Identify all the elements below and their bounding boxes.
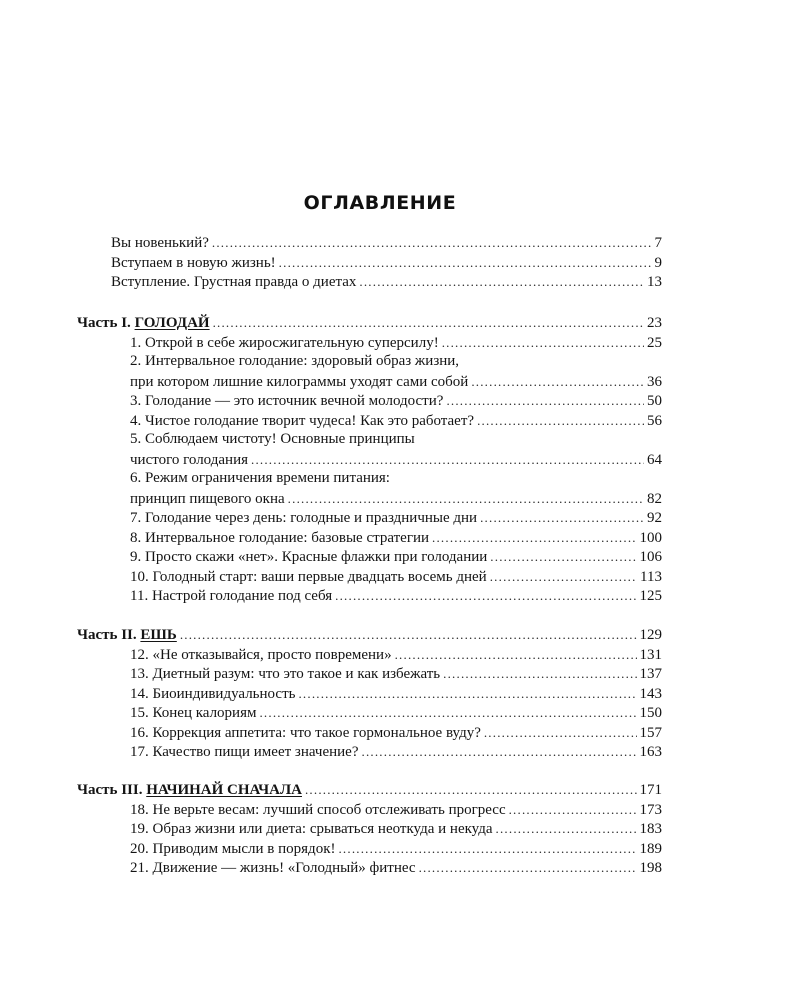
entry-title: 6. Режим ограничения времени питания: xyxy=(130,470,390,486)
page-number: 113 xyxy=(640,568,662,585)
toc-entry[interactable] xyxy=(130,508,662,529)
page-number: 56 xyxy=(647,412,662,429)
page-number: 173 xyxy=(639,801,662,818)
entry-title: 20. Приводим мысли в порядок! xyxy=(130,840,336,857)
entry-title: 5. Соблюдаем чистоту! Основные принципы xyxy=(130,431,415,447)
toc-entry-line[interactable] xyxy=(130,430,662,450)
dot-leader xyxy=(432,528,636,548)
entry-title: 15. Конец калориям xyxy=(130,705,257,721)
dot-leader xyxy=(298,684,636,704)
toc-entry[interactable] xyxy=(130,528,662,549)
toc-entry[interactable] xyxy=(130,547,662,568)
page-number: 36 xyxy=(647,373,662,390)
toc-entry[interactable] xyxy=(130,703,662,724)
page-number: 50 xyxy=(647,393,662,409)
page-number: 82 xyxy=(647,490,662,507)
entry-title: 1. Открой в себе жиросжигательную суперсилу! xyxy=(130,334,439,351)
toc-entry-line[interactable] xyxy=(130,469,662,489)
entry-title: 4. Чистое голодание творит чудеса! Как это работает? xyxy=(130,412,475,429)
toc-entry-line[interactable] xyxy=(130,352,662,372)
toc-part-heading[interactable] xyxy=(77,313,662,334)
page-number: 9 xyxy=(654,254,662,271)
dot-leader xyxy=(443,664,636,684)
page-number: 137 xyxy=(639,666,662,682)
entry-title: 10. Голодный старт: ваши первые двадцать восемь дней xyxy=(130,568,487,585)
toc-entry[interactable] xyxy=(130,586,662,607)
dot-leader xyxy=(279,253,652,273)
page-number: 131 xyxy=(639,646,662,663)
toc-entry[interactable] xyxy=(130,645,662,666)
entry-title: Вы новенький? xyxy=(111,235,209,251)
toc-entry[interactable] xyxy=(111,272,662,293)
part-label: Часть III. xyxy=(77,782,143,798)
toc-entry[interactable] xyxy=(130,723,662,744)
entry-title: 8. Интервальное голодание: базовые стратегии xyxy=(130,529,430,546)
page-number: 106 xyxy=(639,549,662,565)
part-heading-text xyxy=(77,314,210,334)
entry-title: при котором лишние килограммы уходят сами собой xyxy=(130,373,469,390)
dot-leader xyxy=(305,780,637,800)
page-title: ОГЛАВЛЕНИЕ xyxy=(303,192,457,214)
entry-title: Вступаем в новую жизнь! xyxy=(111,254,276,271)
dot-leader xyxy=(480,508,644,528)
toc-entry[interactable] xyxy=(130,858,662,879)
toc-entry[interactable] xyxy=(130,800,662,821)
dot-leader xyxy=(338,839,636,859)
page-number: 183 xyxy=(639,821,662,837)
toc-part-heading[interactable] xyxy=(77,625,662,646)
toc-entry[interactable] xyxy=(130,819,662,840)
page-number: 64 xyxy=(647,451,662,468)
toc-entry[interactable] xyxy=(130,333,662,354)
entry-title: 14. Биоиндивидуальность xyxy=(130,685,296,702)
page-number: 143 xyxy=(639,685,662,702)
toc-entry[interactable] xyxy=(130,567,662,588)
part-heading-text xyxy=(77,626,177,646)
dot-leader xyxy=(395,645,637,665)
dot-leader xyxy=(442,333,644,353)
toc-entry[interactable] xyxy=(130,839,662,860)
entry-title: 13. Диетный разум: что это такое и как избежать xyxy=(130,666,441,682)
entry-title: 19. Образ жизни или диета: срываться неоткуда и некуда xyxy=(130,821,493,837)
dot-leader xyxy=(213,313,644,333)
part-label: Часть II. xyxy=(77,627,137,643)
toc-entry[interactable] xyxy=(130,664,662,685)
page-number: 157 xyxy=(639,724,662,741)
dot-leader xyxy=(509,800,637,820)
entry-title: принцип пищевого окна xyxy=(130,490,285,507)
entry-title: 12. «Не отказывайся, просто повремени» xyxy=(130,646,392,663)
entry-title: 11. Настрой голодание под себя xyxy=(130,588,333,604)
page-number: 125 xyxy=(639,588,662,604)
toc-entry[interactable] xyxy=(130,372,662,393)
dot-leader xyxy=(335,586,636,606)
dot-leader xyxy=(446,391,644,411)
entry-title: 21. Движение — жизнь! «Голодный» фитнес xyxy=(130,860,416,876)
part-name: ГОЛОДАЙ xyxy=(134,315,210,331)
entry-title: 3. Голодание — это источник вечной молодости? xyxy=(130,393,444,409)
dot-leader xyxy=(419,858,637,878)
dot-leader xyxy=(490,567,637,587)
dot-leader xyxy=(496,819,637,839)
part-name: НАЧИНАЙ СНАЧАЛА xyxy=(146,782,302,798)
page-number: 23 xyxy=(647,315,662,331)
entry-title: 17. Качество пищи имеет значение? xyxy=(130,744,359,760)
dot-leader xyxy=(490,547,636,567)
entry-title: 16. Коррекция аппетита: что такое гормональное вуду? xyxy=(130,724,481,741)
entry-title: Вступление. Грустная правда о диетах xyxy=(111,274,357,290)
dot-leader xyxy=(471,372,644,392)
page-number: 92 xyxy=(647,510,662,526)
part-label: Часть I. xyxy=(77,315,131,331)
toc-entry[interactable] xyxy=(130,742,662,763)
toc-entry[interactable] xyxy=(130,489,662,510)
entry-title: 7. Голодание через день: голодные и праздничные дни xyxy=(130,510,478,526)
toc-entry[interactable] xyxy=(130,391,662,412)
page-number: 163 xyxy=(639,744,662,760)
entry-title: чистого голодания xyxy=(130,451,248,468)
page-number: 13 xyxy=(647,274,662,290)
dot-leader xyxy=(477,411,644,431)
dot-leader xyxy=(251,450,644,470)
page-number: 129 xyxy=(639,627,662,643)
toc-entry[interactable] xyxy=(111,253,662,274)
part-heading-text xyxy=(77,781,302,801)
dot-leader xyxy=(212,233,652,253)
toc-entry[interactable] xyxy=(130,684,662,705)
entry-title: 9. Просто скажи «нет». Красные флажки при голодании xyxy=(130,549,488,565)
page-number: 25 xyxy=(647,334,662,351)
dot-leader xyxy=(288,489,644,509)
page-number: 189 xyxy=(639,840,662,857)
entry-title: 2. Интервальное голодание: здоровый образ жизни, xyxy=(130,353,460,369)
toc-entry[interactable] xyxy=(130,411,662,432)
toc-entry[interactable] xyxy=(130,450,662,471)
entry-title: 18. Не верьте весам: лучший способ отслеживать прогресс xyxy=(130,801,506,818)
dot-leader xyxy=(484,723,637,743)
page-number: 171 xyxy=(639,782,662,798)
dot-leader xyxy=(259,703,636,723)
page-number: 150 xyxy=(639,705,662,721)
page-number: 100 xyxy=(639,529,662,546)
dot-leader xyxy=(362,742,637,762)
part-name: ЕШЬ xyxy=(140,627,177,643)
page-number: 198 xyxy=(639,860,662,876)
toc-part-heading[interactable] xyxy=(77,780,662,801)
dot-leader xyxy=(359,272,644,292)
toc-entry[interactable] xyxy=(111,233,662,254)
dot-leader xyxy=(180,625,637,645)
page-number: 7 xyxy=(654,235,662,251)
